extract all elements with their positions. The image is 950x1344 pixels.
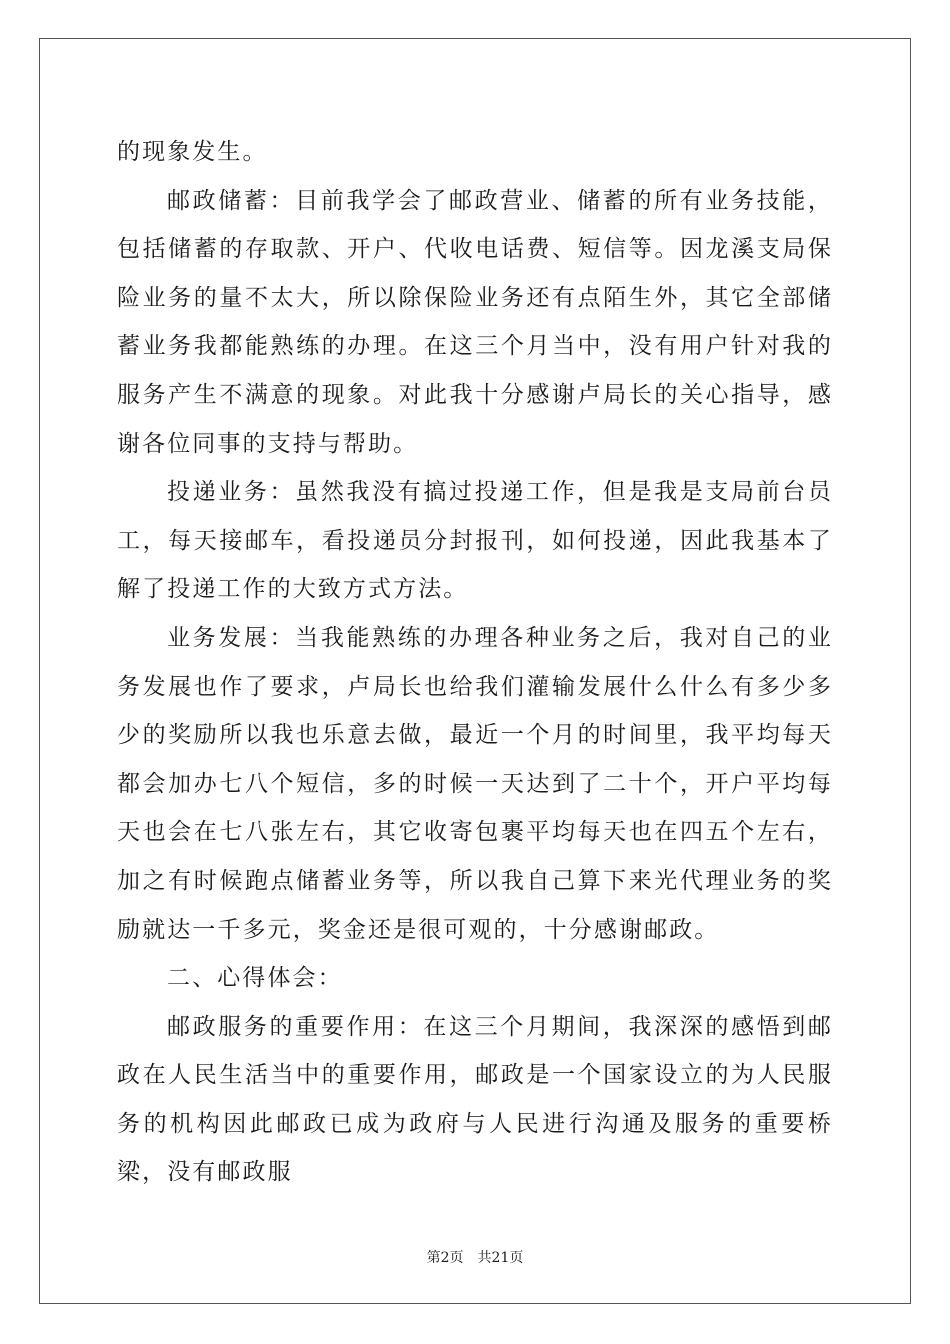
paragraph-4: 业务发展：当我能熟练的办理各种业务之后，我对自己的业务发展也作了要求，卢局长也给我们灌输发展什么什么有多少多少的奖励所以我也乐意去做，最近一个月的时间里，我平均每天都会加办七八个短信，多的时候一天达到了二十个，开户平均每天也会在七八张左右，其它收寄包裹平均每天也在四五个左右，加之有时候跑点储蓄业务等，所以我自己算下来光代理业务的奖励就达一千多元，奖金还是很可观的，十分感谢邮政。 xyxy=(117,624,833,943)
paragraph-5: 邮政服务的重要作用：在这三个月期间，我深深的感悟到邮政在人民生活当中的重要作用，邮政是一个国家设立的为人民服务的机构因此邮政已成为政府与人民进行沟通及服务的重要桥梁，没有邮政服 xyxy=(117,1013,833,1186)
section-heading: 二、心得体会： xyxy=(167,965,343,992)
page-number: 第2页 xyxy=(426,1250,464,1266)
document-body xyxy=(117,128,833,1197)
page-total: 共21页 xyxy=(477,1250,524,1266)
paragraph-2: 邮政储蓄：目前我学会了邮政营业、储蓄的所有业务技能，包括储蓄的存取款、开户、代收电话费、短信等。因龙溪支局保险业务的量不太大，所以除保险业务还有点陌生外，其它全部储蓄业务我都能熟练的办理。在这三个月当中，没有用户针对我的服务产生不满意的现象。对此我十分感谢卢局长的关心指导，感谢各位同事的支持与帮助。 xyxy=(117,187,833,457)
paragraph-3: 投递业务：虽然我没有搞过投递工作，但是我是支局前台员工，每天接邮车，看投递员分封报刊，如何投递，因此我基本了解了投递工作的大致方式方法。 xyxy=(117,479,833,603)
paragraph-1: 的现象发生。 xyxy=(117,139,268,165)
page-footer xyxy=(0,1247,950,1267)
